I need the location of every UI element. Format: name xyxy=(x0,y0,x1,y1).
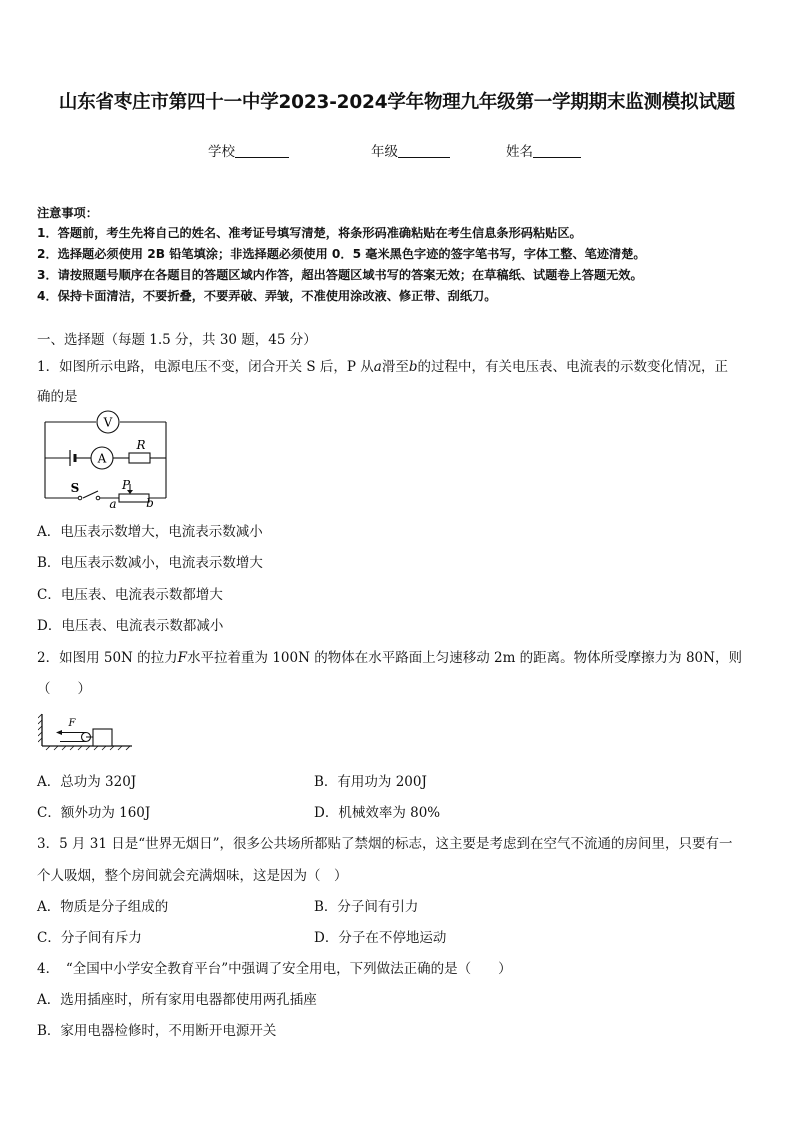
question-4-stem: 4． “全国中小学安全教育平台”中强调了安全用电，下列做法正确的是（ ） xyxy=(37,961,512,977)
option-3a[interactable]: A．物质是分子组成的 xyxy=(37,899,169,915)
force-arrow xyxy=(56,730,62,735)
grade-label: 年级 xyxy=(371,144,398,160)
option-2c[interactable]: C．额外功为 160J xyxy=(37,805,151,821)
resistor-label: R xyxy=(136,438,146,452)
name-blank[interactable] xyxy=(533,143,581,158)
question-1-stem-cont: 确的是 xyxy=(37,389,78,405)
resistor-symbol xyxy=(129,453,150,463)
notice-item: 4．保持卡面清洁，不要折叠，不要弄破、弄皱，不准使用涂改液、修正带、刮纸刀。 xyxy=(37,289,497,303)
ammeter-label: A xyxy=(97,451,107,466)
option-1b[interactable]: B．电压表示数减小，电流表示数增大 xyxy=(37,555,263,571)
option-2b[interactable]: B．有用功为 200J xyxy=(314,774,427,790)
option-2a[interactable]: A．总功为 320J xyxy=(37,774,137,790)
question-3-stem-cont: 个人吸烟，整个房间就会充满烟味，这是因为（ ） xyxy=(37,868,348,884)
option-1c[interactable]: C．电压表、电流表示数都增大 xyxy=(37,587,223,603)
question-2-stem: 2．如图用 50N 的拉力F水平拉着重为 100N 的物体在水平路面上匀速移动 2m 的距离。物体所受摩擦力为 80N，则 xyxy=(37,650,742,666)
name-label: 姓名 xyxy=(506,144,533,160)
voltmeter-label: V xyxy=(103,415,113,430)
name-field[interactable] xyxy=(506,140,581,160)
option-3c[interactable]: C．分子间有斥力 xyxy=(37,930,142,946)
page-title: 山东省枣庄市第四十一中学2023-2024学年物理九年级第一学期期末监测模拟试题 xyxy=(58,92,736,113)
school-blank[interactable] xyxy=(235,143,289,158)
rheostat-symbol xyxy=(119,494,149,502)
switch-label: S xyxy=(70,481,80,495)
block-symbol xyxy=(93,729,112,746)
option-1d[interactable]: D．电压表、电流表示数都减小 xyxy=(37,618,224,634)
question-1-stem: 1．如图所示电路，电源电压不变，闭合开关 S 后，P 从a滑至b的过程中，有关电压表、电流表的示数变化情况，正 xyxy=(37,359,729,375)
option-1a[interactable]: A．电压表示数增大，电流表示数减小 xyxy=(37,524,263,540)
force-label: F xyxy=(68,718,76,729)
question-3-stem: 3．5 月 31 日是“世界无烟日”，很多公共场所都贴了禁烟的标志，这主要是考虑到在空气不流通的房间里，只要有一 xyxy=(37,836,733,852)
switch-contact xyxy=(96,496,100,500)
notice-item: 1．答题前，考生先将自己的姓名、准考证号填写清楚，将条形码准确粘贴在考生信息条形码粘贴区。 xyxy=(37,226,582,240)
battery-symbol xyxy=(70,450,75,466)
grade-blank[interactable] xyxy=(398,143,450,158)
option-2d[interactable]: D．机械效率为 80% xyxy=(314,805,441,821)
school-field[interactable] xyxy=(208,140,289,160)
option-3d[interactable]: D．分子在不停地运动 xyxy=(314,930,447,946)
notice-item: 2．选择题必须使用 2B 铅笔填涂；非选择题必须使用 0．5 毫米黑色字迹的签字笔书写，字体工整、笔迹清楚。 xyxy=(37,247,646,261)
pulley-diagram xyxy=(38,712,134,752)
end-a-label: a xyxy=(109,497,117,510)
notice-item: 3．请按照题号顺序在各题目的答题区域内作答，超出答题区域书写的答案无效；在草稿纸、试题卷上答题无效。 xyxy=(37,268,643,282)
option-3b[interactable]: B．分子间有引力 xyxy=(314,899,419,915)
option-4a[interactable]: A．选用插座时，所有家用电器都使用两孔插座 xyxy=(37,992,317,1008)
circuit-diagram xyxy=(38,410,178,510)
end-b-label: b xyxy=(146,496,154,510)
section-heading: 一、选择题（每题 1.5 分，共 30 题，45 分） xyxy=(37,332,317,348)
slider-label: P xyxy=(121,478,131,492)
school-label: 学校 xyxy=(208,144,235,160)
question-2-stem-cont: （ ） xyxy=(37,681,91,697)
option-4b[interactable]: B．家用电器检修时，不用断开电源开关 xyxy=(37,1023,277,1039)
grade-field[interactable] xyxy=(371,140,450,160)
switch-contact xyxy=(78,496,82,500)
notice-heading: 注意事项： xyxy=(37,206,98,220)
